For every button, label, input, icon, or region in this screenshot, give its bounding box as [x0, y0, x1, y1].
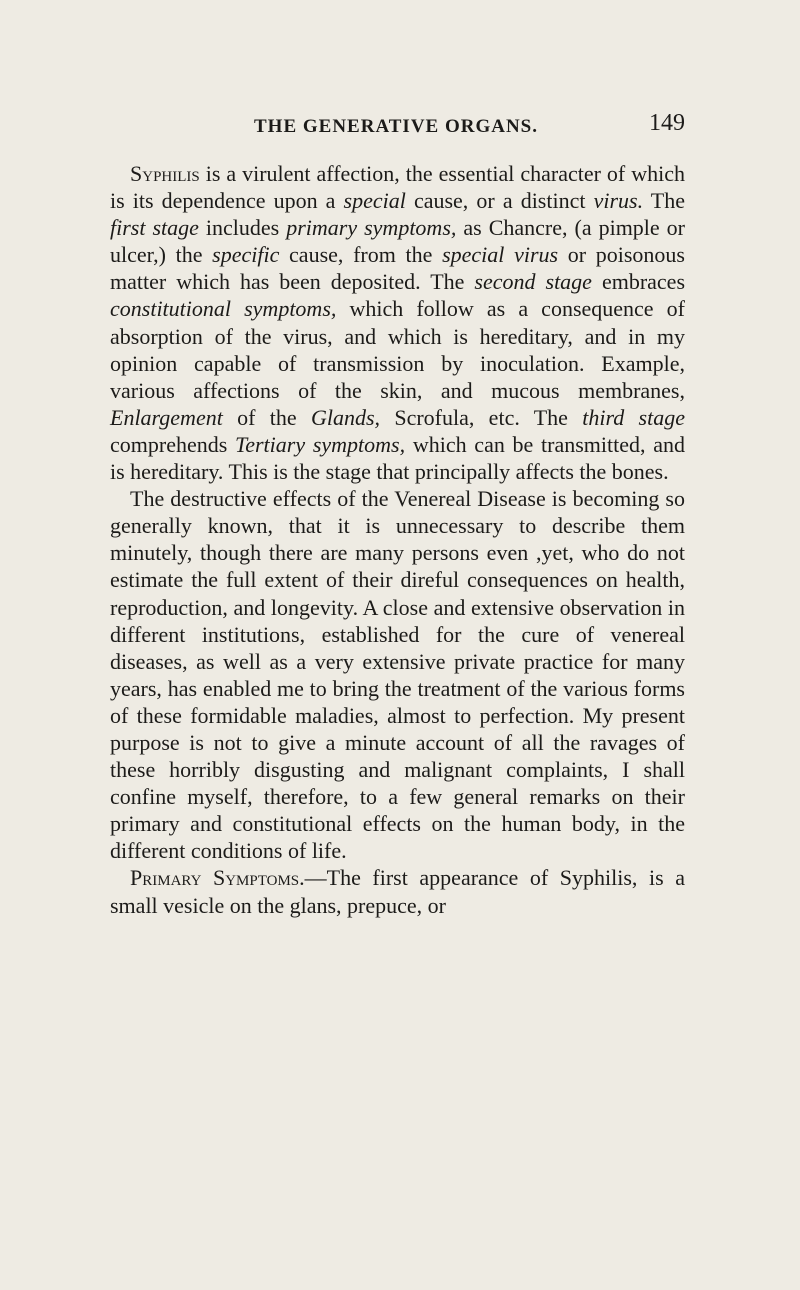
- text-run: comprehends: [110, 431, 236, 457]
- italic-phrase: second stage: [474, 269, 592, 295]
- small-caps-heading: Syphilis: [130, 161, 200, 186]
- italic-phrase: primary symptoms,: [286, 215, 457, 241]
- italic-phrase: third stage: [582, 404, 685, 430]
- page-number: 149: [649, 110, 685, 136]
- italic-phrase: specific: [212, 242, 280, 268]
- italic-phrase: Glands,: [310, 404, 381, 430]
- text-run: is a virulent affection, the essential character of which is its dependence upon a: [110, 161, 685, 214]
- text-run: or poisonous matter which has been deposited. The: [110, 242, 685, 295]
- text-run: Scrofula, etc. The: [380, 404, 583, 430]
- text-run: as Chancre, (a pimple or ulcer,) the: [110, 215, 686, 268]
- text-run: cause, or a distinct: [405, 188, 594, 214]
- text-run: —The first appearance of Syphilis, is a small vesicle on the glans, prepuce, or: [110, 865, 685, 918]
- paragraph: [110, 485, 685, 864]
- paragraph: [110, 864, 685, 918]
- running-title: THE GENERATIVE ORGANS.: [254, 116, 539, 137]
- italic-phrase: virus.: [593, 188, 644, 214]
- text-run: The: [643, 188, 685, 214]
- italic-phrase: special: [343, 188, 406, 214]
- text-run: cause, from the: [279, 242, 443, 268]
- text-run: which can be transmitted, and is hereditary. This is the stage that principally affects the bones.: [110, 431, 685, 485]
- text-run: embraces: [591, 269, 686, 295]
- running-head: [110, 104, 685, 144]
- paragraph: [110, 160, 685, 485]
- italic-phrase: special virus: [442, 242, 559, 268]
- text-run: of the: [222, 404, 311, 430]
- italic-phrase: Tertiary symptoms,: [235, 431, 406, 457]
- text-run: includes: [198, 215, 287, 241]
- small-caps-heading: Primary Symptoms.: [130, 865, 305, 891]
- italic-phrase: Enlargement: [110, 404, 223, 430]
- body-text: [110, 160, 685, 919]
- italic-phrase: first stage: [110, 215, 199, 241]
- italic-phrase: constitutional symptoms,: [110, 296, 337, 322]
- text-run: which follow as a consequence of absorption of the virus, and which is hereditary, and in my opinion capable of transmission by inoculation. Example, various affections of the skin, and mucous membranes,: [110, 296, 685, 403]
- text-run: The destructive effects of the Venereal Disease is becoming so generally known, that it is unnecessary to describe them minutely, though there are many persons even ,yet, who do not estimate the full extent of their direful consequences on health, reproduction, and longevity. A close and extensive observation in different institutions, established for the cure of venereal diseases, as well as a very extensive private practice for many years, has enabled me to bring the treatment of the various forms of these formidable maladies, almost to perfection. My present purpose is not to give a minute account of all the ravages of these horribly disgusting and malignant complaints, I shall confine myself, therefore, to a few general remarks on their primary and constitutional effects on the human body, in the different conditions of life.: [110, 486, 685, 864]
